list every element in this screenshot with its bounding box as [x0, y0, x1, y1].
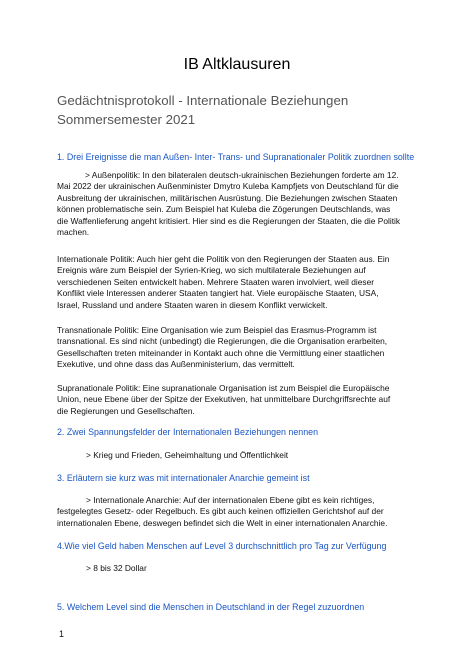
text-line: festgelegtes Gesetz- oder Regelbuch. Es gibt auch keinen offiziellen Gerichtshof auf der	[57, 506, 384, 517]
paragraph-internationale-politik	[57, 254, 417, 311]
text-line: die Regierungen und Gesellschaften.	[57, 405, 195, 416]
question-4: 4.Wie viel Geld haben Menschen auf Level 3 durchschnittlich pro Tag zur Verfügung	[57, 541, 387, 551]
answer-3	[57, 495, 417, 529]
text-line: können problematische sein. Zum Beispiel hat Kuleba die Zögerungen Deutschlands, was	[57, 204, 391, 215]
text-line: Israel, Russland und andere Staaten waren in diesem Konflikt verwickelt.	[57, 299, 328, 310]
page-number: 1	[59, 629, 65, 639]
paragraph-transnationale-politik	[57, 325, 417, 371]
document-title: IB Altklausuren	[183, 56, 291, 73]
text-line: Ereignis wäre zum Beispiel der Syrien-Krieg, wo sich multilaterale Beziehungen auf	[57, 265, 366, 276]
text-line: > Außenpolitik: In den bilateralen deutsch-ukrainischen Beziehungen forderte am 12.	[85, 170, 399, 180]
question-2: 2. Zwei Spannungsfelder der Internationalen Beziehungen nennen	[57, 427, 319, 437]
question-5: 5. Welchem Level sind die Menschen in Deutschland in der Regel zuzuordnen	[57, 602, 365, 612]
text-line: Supranationale Politik: Eine supranationale Organisation ist zum Beispiel die Europäische	[57, 383, 390, 393]
question-1: 1. Drei Ereignisse die man Außen- Inter- Trans- und Supranationaler Politik zuordnen sollte	[57, 152, 415, 162]
document-subtitle: Gedächtnisprotokoll - Internationale Beziehungen Sommersemester 2021	[57, 93, 349, 127]
text-line: machen.	[57, 227, 90, 238]
paragraph-supranationale-politik	[57, 383, 417, 417]
question-3: 3. Erläutern sie kurz was mit internationaler Anarchie gemeint ist	[57, 473, 310, 483]
text-line: Internationale Politik: Auch hier geht die Politik von den Regierungen der Staaten aus. Ein	[57, 254, 390, 264]
text-line: Konflikt viele Interessen anderer Staaten tangiert hat. Viele europäische Staaten, USA,	[57, 288, 379, 299]
text-line: Exekutive, und ohne dass das Außenministerium, das vermittelt.	[57, 359, 295, 370]
answer-2: > Krieg und Frieden, Geheimhaltung und Öffentlichkeit	[86, 450, 289, 460]
text-line: verschiedenen Seiten entwickelt haben. Mehrere Staaten waren involviert, weil dieser	[57, 276, 375, 287]
text-line: Gesellschaften treten miteinander in Kontakt auch ohne die Vermittlung einer staatlichen	[57, 347, 385, 358]
text-line: internationalen Ebene, deswegen befindet sich die Welt in einer internationalen Anarchie.	[57, 517, 388, 528]
text-line: Ausbreitung der ukrainischen, militärischen Ausrüstung. Die Beziehungen zwischen Staaten	[57, 192, 398, 203]
text-line: die Waffenlieferung angeht kritisiert. Hier sind es die Regierungen der Staaten, die die Politik	[57, 215, 401, 226]
text-line: Union, neue Ebene über der Spitze der Exekutiven, hat unmittelbare Durchgriffsrechte auf	[57, 394, 391, 405]
text-line: > Internationale Anarchie: Auf der internationalen Ebene gibt es kein richtiges,	[86, 495, 375, 505]
paragraph-aussenpolitik	[57, 170, 417, 238]
text-line: Mai 2022 der ukrainischen Außenminister Dmytro Kuleba Kampfjets von Deutschland für die	[57, 181, 399, 192]
text-line: Transnationale Politik: Eine Organisation wie zum Beispiel das Erasmus-Programm ist	[57, 325, 377, 335]
text-line: transnational. Es sind nicht (unbedingt) die Regierungen, die die Organisation erarbeiten,	[57, 336, 388, 347]
answer-4: > 8 bis 32 Dollar	[86, 563, 147, 573]
